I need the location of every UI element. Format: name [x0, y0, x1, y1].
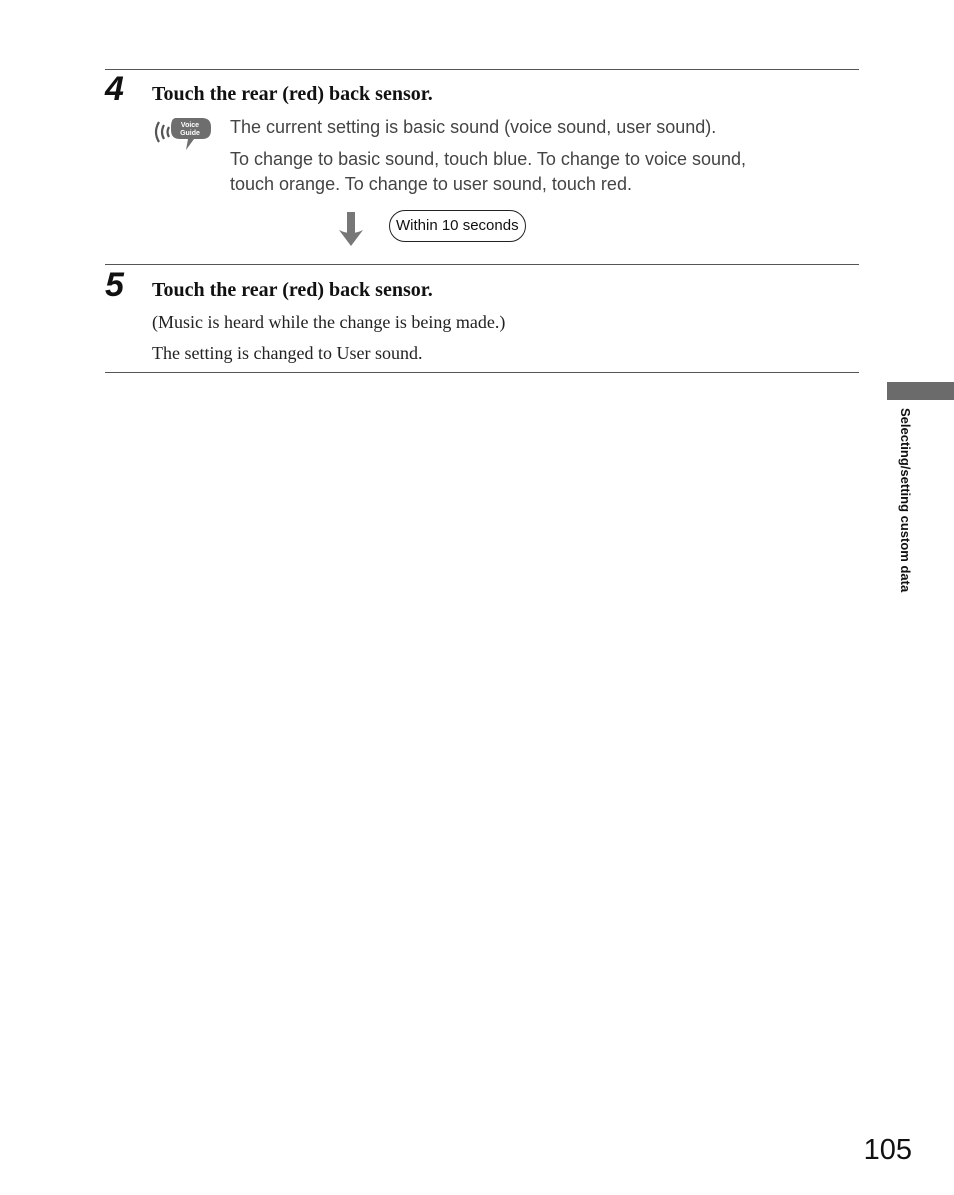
- voice-guide-label-line2: Guide: [180, 130, 200, 137]
- section-bottom-rule: [105, 372, 859, 373]
- voice-guide-icon: [150, 116, 214, 152]
- step-5-top-rule: [105, 264, 859, 265]
- down-arrow-icon: [338, 210, 364, 248]
- step-5-title: Touch the rear (red) back sensor.: [152, 279, 433, 301]
- step-4-top-rule: [105, 69, 859, 70]
- page-number: 105: [863, 1134, 912, 1166]
- step-5-result: The setting is changed to User sound.: [152, 343, 423, 363]
- step-5-number: 5: [105, 266, 124, 304]
- side-tab-label: Selecting/setting custom data: [898, 408, 913, 593]
- voice-guide-label-line1: Voice: [180, 122, 200, 129]
- side-tab-marker: [887, 382, 954, 400]
- step-4-instruction: To change to basic sound, touch blue. To change to voice sound, touch orange. To change to user sound, touch red.: [230, 149, 747, 194]
- voice-guide-text: The current setting is basic sound (voice sound, user sound).: [230, 117, 717, 137]
- timer-bubble: Within 10 seconds: [389, 210, 526, 242]
- step-4-number: 4: [105, 70, 124, 108]
- step-5-note: (Music is heard while the change is being made.): [152, 312, 506, 332]
- step-4-title: Touch the rear (red) back sensor.: [152, 83, 433, 105]
